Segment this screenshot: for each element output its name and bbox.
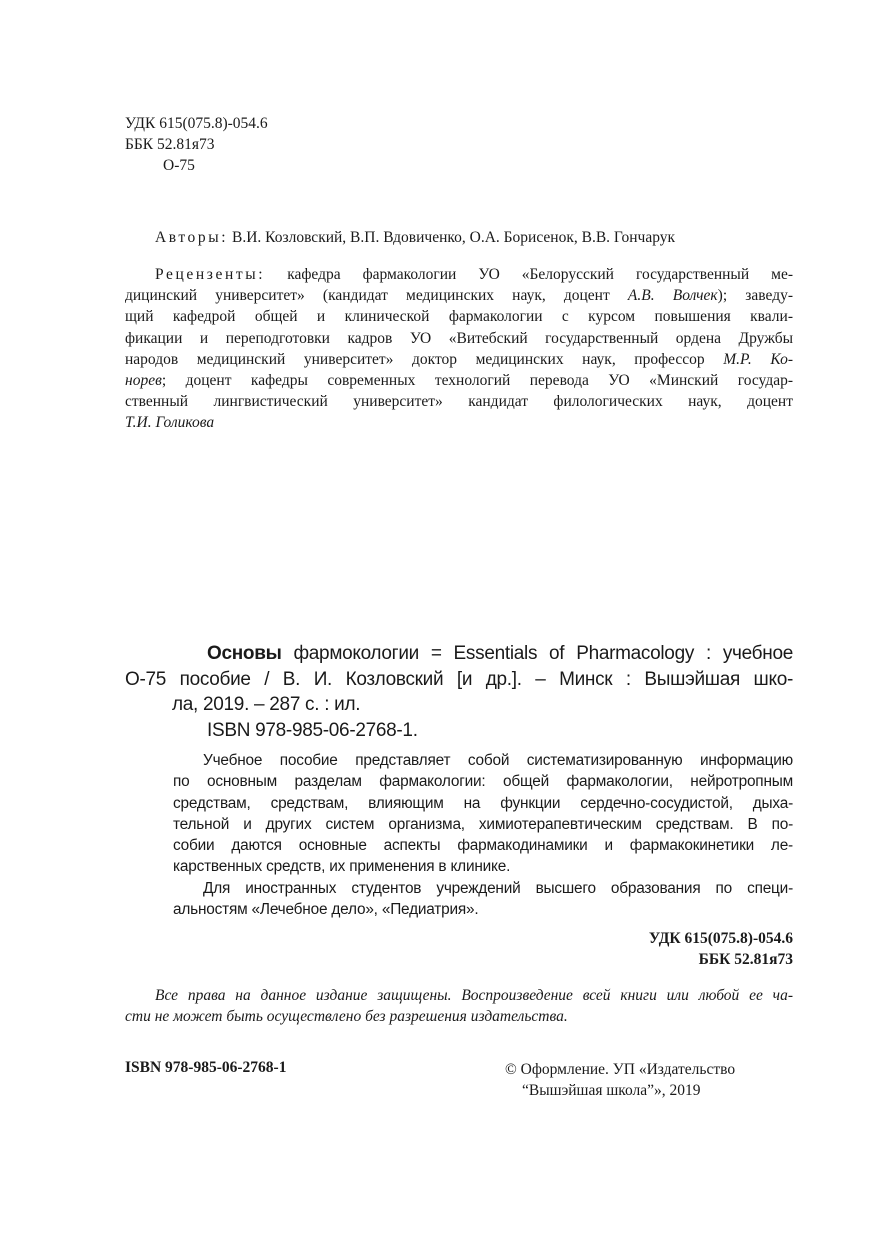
- authors-line: [155, 229, 675, 247]
- reviewers-line: норев; доцент кафедры современных технологий перевода УО «Минский государ-: [125, 372, 793, 390]
- abstract-line: Для иностранных студентов учреждений высшего образования по специ-: [203, 879, 793, 897]
- bbk-code: ББК 52.81я73: [125, 136, 215, 153]
- reviewers-line: дицинский университет» (кандидат медицинских наук, доцент А.В. Волчек); заведу-: [125, 287, 793, 305]
- authors-label: Авторы:: [155, 229, 229, 246]
- bib-line: ла, 2019. – 287 с. : ил.: [172, 694, 361, 715]
- isbn-footer: ISBN 978-985-06-2768-1: [125, 1059, 287, 1076]
- abstract-line: Учебное пособие представляет собой систематизированную информацию: [203, 752, 793, 769]
- bib-isbn: ISBN 978-985-06-2768-1.: [207, 719, 418, 741]
- bib-title-line: Основы фармокологии = Essentials of Pharmacology : учебное: [207, 643, 793, 664]
- reviewers-label: Рецензенты:: [155, 266, 266, 283]
- copyright-line: © Оформление. УП «Издательство: [505, 1061, 736, 1078]
- copyright-notice: [505, 1059, 735, 1101]
- udk-code-bottom: УДК 615(075.8)-054.6: [648, 930, 793, 947]
- abstract-line: собии даются основные аспекты фармакодинамики и фармакокинетики ле-: [173, 837, 793, 855]
- reviewer-name: норев: [125, 372, 162, 390]
- reviewers-block: [125, 264, 793, 434]
- abstract-line: карственных средств, их применения в клинике.: [173, 858, 511, 876]
- abstract-line: по основным разделам фармакологии: общей фармакологии, нейротропным: [173, 773, 793, 791]
- reviewers-line: [125, 412, 793, 433]
- udk-block-top: [125, 113, 268, 176]
- reviewer-name: А.В. Волчек: [627, 287, 718, 305]
- book-title-bold: Основы: [207, 643, 282, 664]
- bibliographic-record: [125, 641, 793, 743]
- reviewers-line: щий кафедрой общей и клинической фармакологии с курсом повышения квали-: [125, 308, 793, 326]
- reviewers-line: фикации и переподготовки кадров УО «Витебский государственный ордена Дружбы: [125, 329, 793, 347]
- rights-line: сти не может быть осуществлено без разрешения издательства.: [125, 1008, 568, 1025]
- bbk-code-bottom: ББК 52.81я73: [698, 951, 793, 968]
- reviewers-line: народов медицинский университет» доктор медицинских наук, профессор М.Р. Ко-: [125, 350, 793, 368]
- rights-notice: [125, 985, 793, 1027]
- bib-line: О-75 пособие / В. И. Козловский [и др.]. – Минск : Вышэйшая шко-: [125, 668, 793, 690]
- copyright-line: “Вышэйшая школа”», 2019: [522, 1082, 701, 1099]
- reviewers-line: ственный лингвистический университет» кандидат филологических наук, доцент: [125, 393, 793, 411]
- abstract-line: средствам, средствам, влияющим на функции сердечно-сосудистой, дыха-: [173, 794, 793, 812]
- udk-code: УДК 615(075.8)-054.6: [125, 115, 268, 132]
- bib-author-mark: О-75: [125, 668, 167, 690]
- reviewers-line: Рецензенты: кафедра фармакологии УО «Белорусский государственный ме-: [155, 266, 793, 283]
- reviewer-name: М.Р. Ко-: [723, 350, 793, 368]
- udk-block-bottom: [649, 928, 793, 970]
- reviewer-name: Т.И. Голикова: [125, 414, 215, 432]
- abstract-block: [173, 750, 793, 920]
- abstract-line: тельной и других систем организма, химиотерапевтическим средствам. В по-: [173, 815, 793, 833]
- abstract-line: альностям «Лечебное дело», «Педиатрия».: [173, 901, 479, 919]
- author-mark: О-75: [163, 157, 195, 174]
- authors-names: В.И. Козловский, В.П. Вдовиченко, О.А. Борисенок, В.В. Гончарук: [232, 229, 676, 246]
- rights-line: Все права на данное издание защищены. Воспроизведение всей книги или любой ее ча-: [155, 987, 793, 1004]
